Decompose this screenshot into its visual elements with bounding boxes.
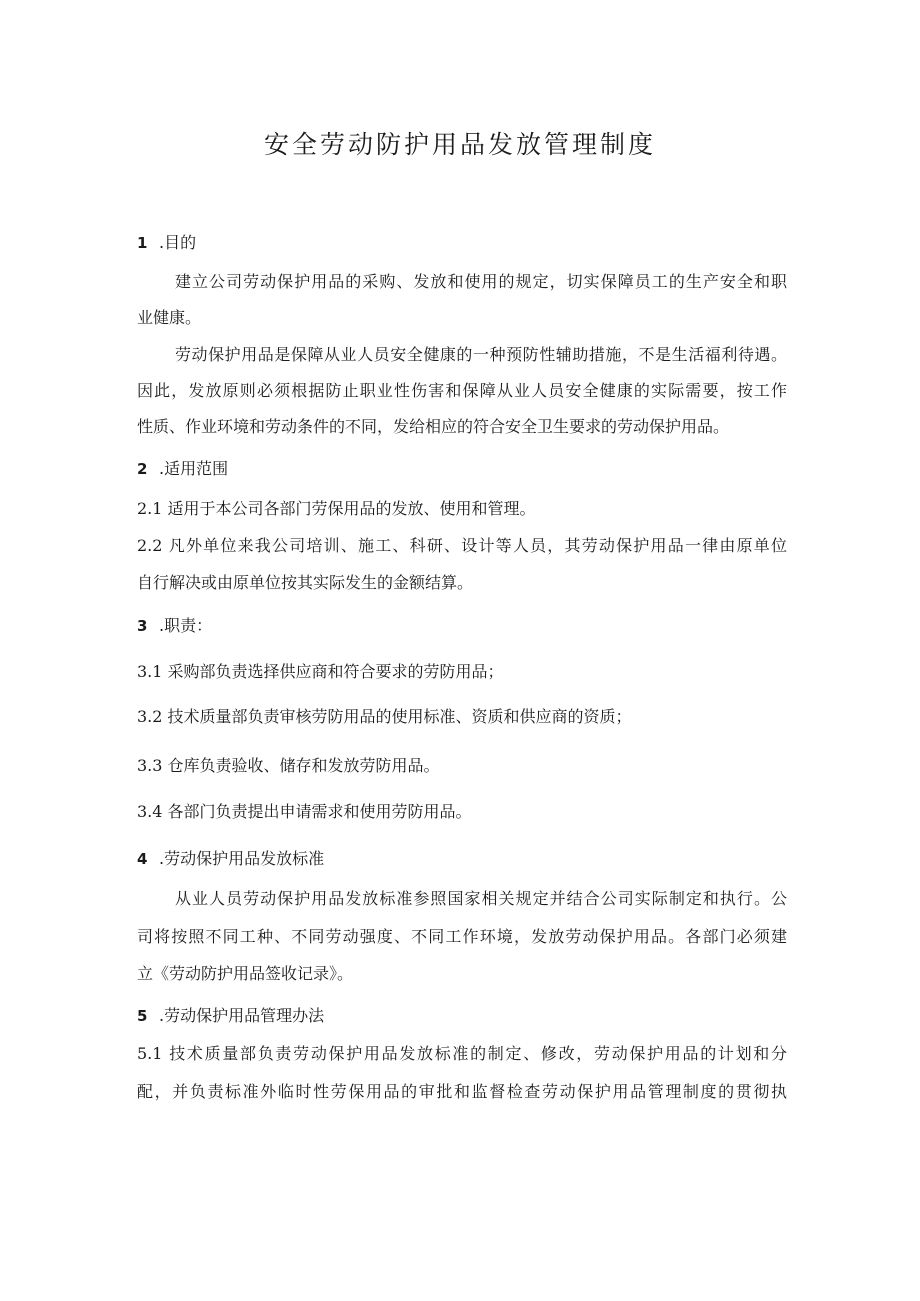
- section-number: 4: [137, 850, 148, 868]
- clause-line: 3.2 技术质量部负责审核劳防用品的使用标准、资质和供应商的资质；: [137, 707, 632, 726]
- section-title: .目的: [159, 233, 197, 252]
- section-title: .适用范围: [159, 459, 229, 478]
- paragraph-line: 从业人员劳动保护用品发放标准参照国家相关规定并结合公司实际制定和执行。公: [175, 889, 787, 908]
- clause-line: 配，并负责标准外临时性劳保用品的审批和监督检查劳动保护用品管理制度的贯彻执: [137, 1082, 787, 1101]
- document-title: 安全劳动防护用品发放管理制度: [263, 130, 656, 159]
- section-number: 3: [137, 617, 148, 635]
- section-heading-4: [137, 848, 324, 870]
- paragraph-line: 性质、作业环境和劳动条件的不同，发给相应的符合安全卫生要求的劳动保护用品。: [137, 417, 730, 436]
- clause-line: 2.2 凡外单位来我公司培训、施工、科研、设计等人员，其劳动保护用品一律由原单位: [137, 536, 787, 555]
- section-number: 1: [137, 234, 148, 252]
- clause-line: 3.1 采购部负责选择供应商和符合要求的劳防用品；: [137, 662, 504, 681]
- section-heading-2: [137, 458, 228, 480]
- clause-line: 2.1 适用于本公司各部门劳保用品的发放、使用和管理。: [137, 499, 536, 518]
- section-title: .劳动保护用品发放标准: [159, 849, 325, 868]
- paragraph-line: 建立公司劳动保护用品的采购、发放和使用的规定，切实保障员工的生产安全和职: [175, 272, 787, 291]
- section-title: .劳动保护用品管理办法: [159, 1006, 325, 1025]
- clause-line: 5.1 技术质量部负责劳动保护用品发放标准的制定、修改，劳动保护用品的计划和分: [137, 1044, 787, 1063]
- section-title: .职责：: [159, 616, 213, 635]
- paragraph-line: 司将按照不同工种、不同劳动强度、不同工作环境，发放劳动保护用品。各部门必须建: [137, 927, 787, 946]
- clause-line: 3.3 仓库负责验收、储存和发放劳防用品。: [137, 756, 440, 775]
- section-number: 2: [137, 460, 148, 478]
- paragraph-line: 劳动保护用品是保障从业人员安全健康的一种预防性辅助措施，不是生活福利待遇。: [175, 345, 787, 364]
- paragraph-line: 业健康。: [137, 308, 202, 327]
- clause-line: 3.4 各部门负责提出申请需求和使用劳防用品。: [137, 802, 472, 821]
- section-heading-5: [137, 1005, 324, 1027]
- paragraph-line: 立《劳动防护用品签收记录》。: [137, 964, 354, 983]
- clause-line: 自行解决或由原单位按其实际发生的金额结算。: [137, 573, 474, 592]
- paragraph-line: 因此，发放原则必须根据防止职业性伤害和保障从业人员安全健康的实际需要，按工作: [137, 381, 787, 400]
- section-number: 5: [137, 1007, 148, 1025]
- section-heading-3: [137, 615, 212, 637]
- section-heading-1: [137, 232, 196, 254]
